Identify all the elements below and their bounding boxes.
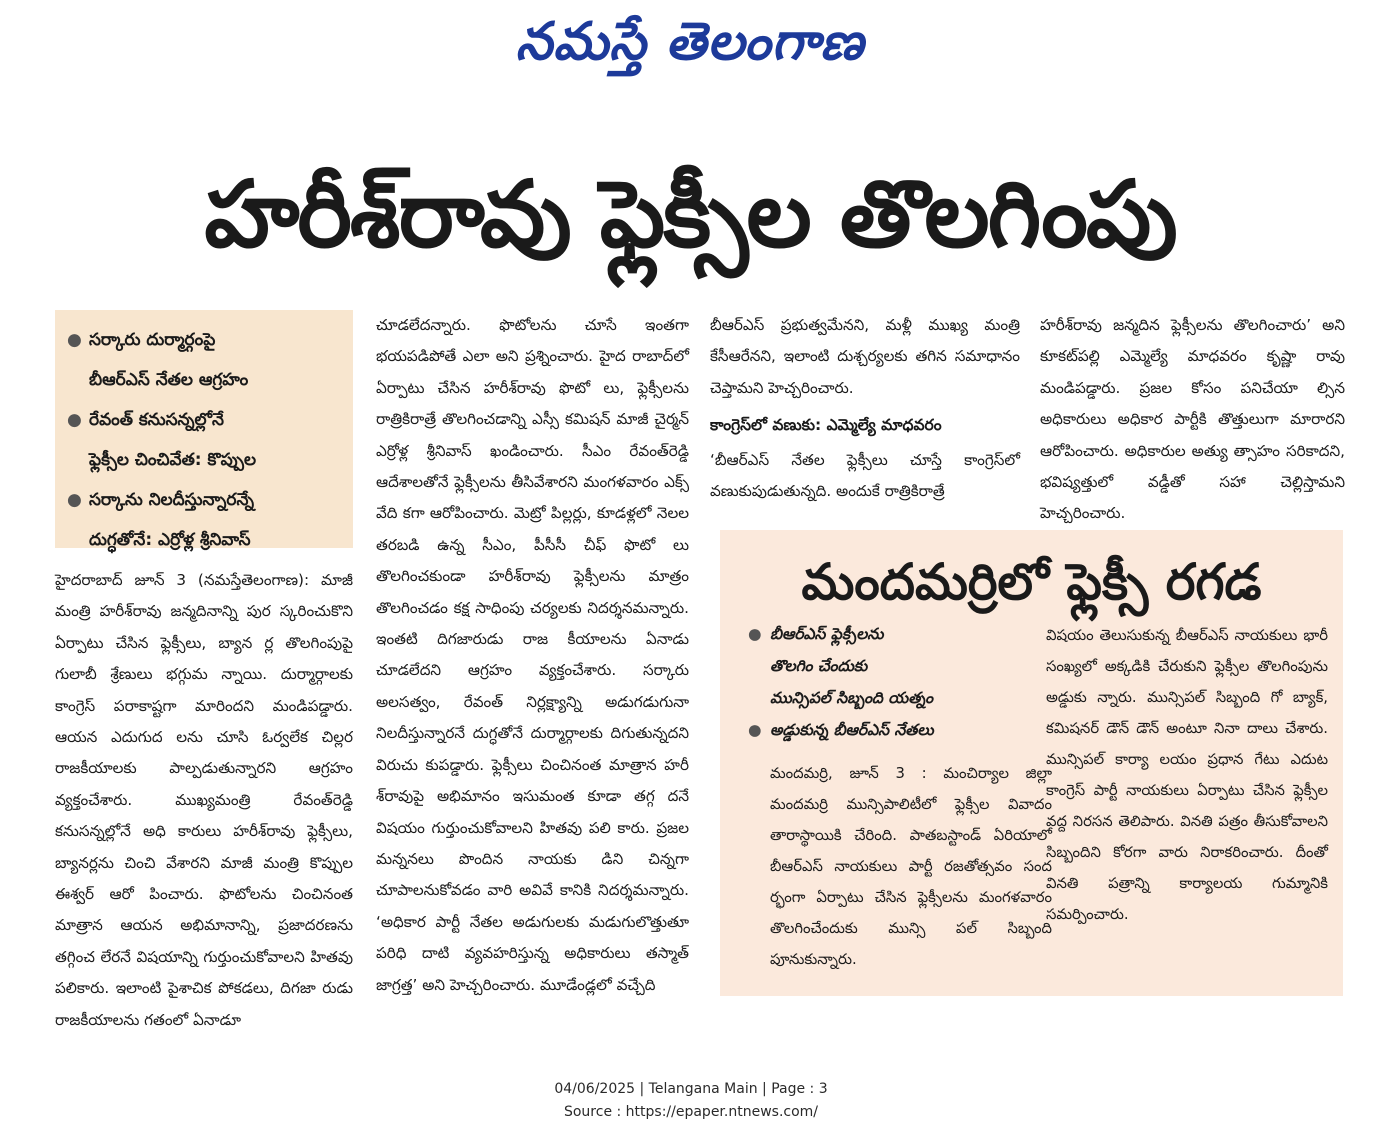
bullet-icon: ● xyxy=(67,330,82,350)
article-text: హరీశ్‌రావు జన్మదిన ఫ్లెక్సీలను తొలగించారు’ అని కూకట్‌పల్లి ఎమ్మెల్యే మాధవరం కృష్ణా రావు మండిపడ్డారు. ప్రజల కోసం పనిచేయా ల్సిన అధికారులు అధికార పార్టీకి తొత్తులుగా మారారని ఆరోపించారు. అధికారుల అత్యు త్సాహం సరికాదని, భవిష్యత్తులో వడ్డీతో సహా చెల్లిస్తామని హెచ్చరించారు. xyxy=(1040,316,1345,523)
highlight-text: అడ్డుకున్న బీఆర్ఎస్ నేతలు xyxy=(770,721,934,739)
newspaper-masthead: నమస్తే తెలంగాణ xyxy=(515,12,865,72)
footer-source-line: Source : https://epaper.ntnews.com/ xyxy=(563,1104,819,1120)
sidebar-highlights xyxy=(748,618,1038,746)
highlight-text: దుగ్ధతోనే: ఎర్రోళ్ల శ్రీనివాస్ xyxy=(89,530,251,550)
article-column-1 xyxy=(55,565,353,1035)
footer-date-line: 04/06/2025 | Telangana Main | Page : 3 xyxy=(554,1081,828,1097)
highlight-text: ఫ్లెక్సీల చించివేత: కొప్పుల xyxy=(89,450,256,470)
highlight-item xyxy=(67,480,347,520)
highlight-text: తొలగిం చేందుకు xyxy=(770,657,868,675)
highlight-item xyxy=(748,618,1038,650)
sidebar-column-1 xyxy=(770,758,1052,978)
article-text: చూడలేదన్నారు. ఫొటోలను చూసే ఇంతగా భయపడిపోతే ఎలా అని ప్రశ్నించారు. హైద రాబాద్‌లో ఏర్పాటు చేసిన హరీశ్‌రావు ఫొటో లు, ఫ్లెక్సీలను రాత్రికిరాత్రే తొలగించడాన్ని ఎస్సీ కమిషన్ మాజీ చైర్మన్ ఎర్రోళ్ల శ్రీనివాస్ ఖండించారు. సీఎం రేవంత్‌రెడ్డి ఆదేశాలతోనే ఫ్లెక్సీలను తీసివేశారని మంగళవారం ఎక్స్ వేది కగా ఆరోపించారు. మెట్రో పిల్లర్లు, కూడళ్లలో నెలల తరబడి ఉన్న సీఎం, పీసీసీ చీఫ్ ఫొటో లు తొలగించకుండా హరీశ్‌రావు ఫ్లెక్సీలను మాత్రం తొలగించడం కక్ష సాధింపు చర్యలకు నిదర్శనమన్నారు. ఇంతటి దిగజారుడు రాజ కీయాలను ఏనాడు చూడలేదని ఆగ్రహం వ్యక్తంచేశారు. సర్కారు అలసత్వం, రేవంత్ నిర్లక్ష్యాన్ని అడుగడుగునా నిలదీస్తున్నారనే దుగ్ధతోనే దుర్మార్గాలకు దిగుతున్నదని విరుచు కుపడ్డారు. ఫ్లెక్సీలు చించినంత మాత్రాన హరీ శ్‌రావుపై అభిమానం ఇసుమంత కూడా తగ్గ దనే విషయం గుర్తుంచుకోవాలని హితవు పలి కారు. ప్రజల మన్ననలు పొందిన నాయకు డిని చిన్నగా చూపాలనుకోవడం వారి అవివే కానికి నిదర్శమన్నారు. ‘అధికార పార్టీ నేతల అడుగులకు మడుగులొత్తుతూ పరిధి దాటి వ్యవహరిస్తున్న అధికారులు తస్మాత్ జాగ్రత్త’ అని హెచ్చరించారు. మూడేండ్లలో వచ్చేది xyxy=(376,316,689,994)
subheading: కాంగ్రెస్‌లో వణుకు: ఎమ్మెల్యే మాధవరం xyxy=(710,416,942,434)
sidebar-story-title: మందమర్రిలో ఫ్లెక్సీ రగడ xyxy=(801,553,1262,611)
page-footer xyxy=(0,1078,1382,1124)
highlight-text: సర్కాను నిలదీస్తున్నారన్నే xyxy=(89,490,254,510)
sidebar-column-2 xyxy=(1046,620,1328,980)
highlight-text: బీఆర్ఎస్ నేతల ఆగ్రహం xyxy=(89,370,249,390)
bullet-spacer xyxy=(748,682,770,714)
highlight-text: మున్సిపల్ సిబ్బంది యత్నం xyxy=(770,689,933,707)
highlight-text: బీఆర్ఎస్ ఫ్లెక్సీలను xyxy=(770,625,884,643)
bullet-icon: ● xyxy=(67,410,82,430)
article-text: ‘బీఆర్ఎస్ నేతల ఫ్లెక్సీలు చూస్తే కాంగ్రెస్‌లో వణుకుపుడుతున్నది. అందుకే రాత్రికిరాత్రే xyxy=(710,451,1020,501)
highlight-item xyxy=(67,400,347,440)
highlights-box xyxy=(55,310,353,548)
bullet-icon: ● xyxy=(67,490,82,510)
article-text: బీఆర్ఎస్ ప్రభుత్వమేనని, మళ్లీ ముఖ్య మంత్రి కేసీఆరేనని, ఇలాంటి దుశ్చర్యలకు తగిన సమాధానం చెప్తామని హెచ్చరించారు. xyxy=(710,316,1020,397)
bullet-spacer xyxy=(67,360,89,400)
article-column-3-continued xyxy=(710,445,1020,505)
article-text: మందమర్రి, జూన్ 3 : మంచిర్యాల జిల్లా మందమర్రి మున్సిపాలిటీలో ఫ్లెక్సీల వివాదం తారాస్థాయికి చేరింది. పాతబస్టాండ్ ఏరియాలో బీఆర్ఎస్ నాయకులు పార్టీ రజతోత్సవం సంద ర్భంగా ఏర్పాటు చేసిన ఫ్లెక్సీలను మంగళవారం తొలగించేందుకు మున్సి పల్ సిబ్బంది పూనుకున్నారు. xyxy=(770,765,1052,968)
headline: హరీశ్‌రావు ఫ్లెక్సీల తొలగింపు xyxy=(204,161,1176,268)
article-column-4 xyxy=(1040,310,1345,523)
highlight-text: రేవంత్ కనుసన్నల్లోనే xyxy=(89,410,224,430)
article-text: విషయం తెలుసుకున్న బీఆర్ఎస్ నాయకులు భారీ సంఖ్యలో అక్కడికి చేరుకుని ఫ్లెక్సీల తొలగింపును అడ్డుకు న్నారు. మున్సిపల్ సిబ్బంది గో బ్యాక్, కమిషనర్ డౌన్ డౌన్ అంటూ నినా దాలు చేశారు. మున్సిపల్ కార్యా లయం ప్రధాన గేటు ఎదుట కాంగ్రెస్ పార్టీ నాయకులు ఏర్పాటు చేసిన ఫ్లెక్సీల వద్ద నిరసన తెలిపారు. వినతి పత్రం తీసుకోవాలని సిబ్బందిని కోరగా వారు నిరాకరించారు. దీంతో వినతి పత్రాన్ని కార్యాలయ గుమ్మానికి సమర్పించారు. xyxy=(1046,627,1328,923)
sidebar-story-box xyxy=(720,530,1343,996)
highlight-item xyxy=(67,320,347,360)
highlight-text: సర్కారు దుర్మార్గంపై xyxy=(89,330,216,350)
highlight-item xyxy=(67,440,347,480)
bullet-icon: ● xyxy=(748,625,762,643)
highlight-item xyxy=(748,714,1038,746)
highlight-item xyxy=(67,360,347,400)
article-column-2 xyxy=(376,310,689,1010)
bullet-icon: ● xyxy=(748,721,762,739)
bullet-spacer xyxy=(748,650,770,682)
bullet-spacer xyxy=(67,520,89,560)
highlight-item xyxy=(67,520,347,560)
bullet-spacer xyxy=(67,440,89,480)
highlight-item xyxy=(748,650,1038,682)
article-text: హైదరాబాద్ జూన్ 3 (నమస్తేతెలంగాణ): మాజీ మంత్రి హరీశ్‌రావు జన్మదినాన్ని పుర స్కరించుకొని ఏర్పాటు చేసిన ఫ్లెక్సీలు, బ్యాన ర్ల తొలగింపుపై గులాబీ శ్రేణులు భగ్గుమ న్నాయి. దుర్మార్గాలకు కాంగ్రెస్ పరాకాష్టగా మారిందని మండిపడ్డారు. ఆయన ఎదుగుద లను చూసి ఓర్వలేక చిల్లర రాజకీయాలకు పాల్పడుతున్నారని ఆగ్రహం వ్యక్తంచేశారు. ముఖ్యమంత్రి రేవంత్‌రెడ్డి కనుసన్నల్లోనే అధి కారులు హరీశ్‌రావు ఫ్లెక్సీలు, బ్యానర్లను చించి వేశారని మాజీ మంత్రి కొప్పుల ఈశ్వర్ ఆరో పించారు. ఫొటోలను చించినంత మాత్రాన ఆయన అభిమానాన్ని, ప్రజాదరణను తగ్గించ లేరనే విషయాన్ని గుర్తుంచుకోవాలని హితవు పలికారు. ఇలాంటి పైశాచిక పోకడలు, దిగజా రుడు రాజకీయాలను గతంలో ఏనాడూ xyxy=(55,571,353,1029)
highlight-item xyxy=(748,682,1038,714)
